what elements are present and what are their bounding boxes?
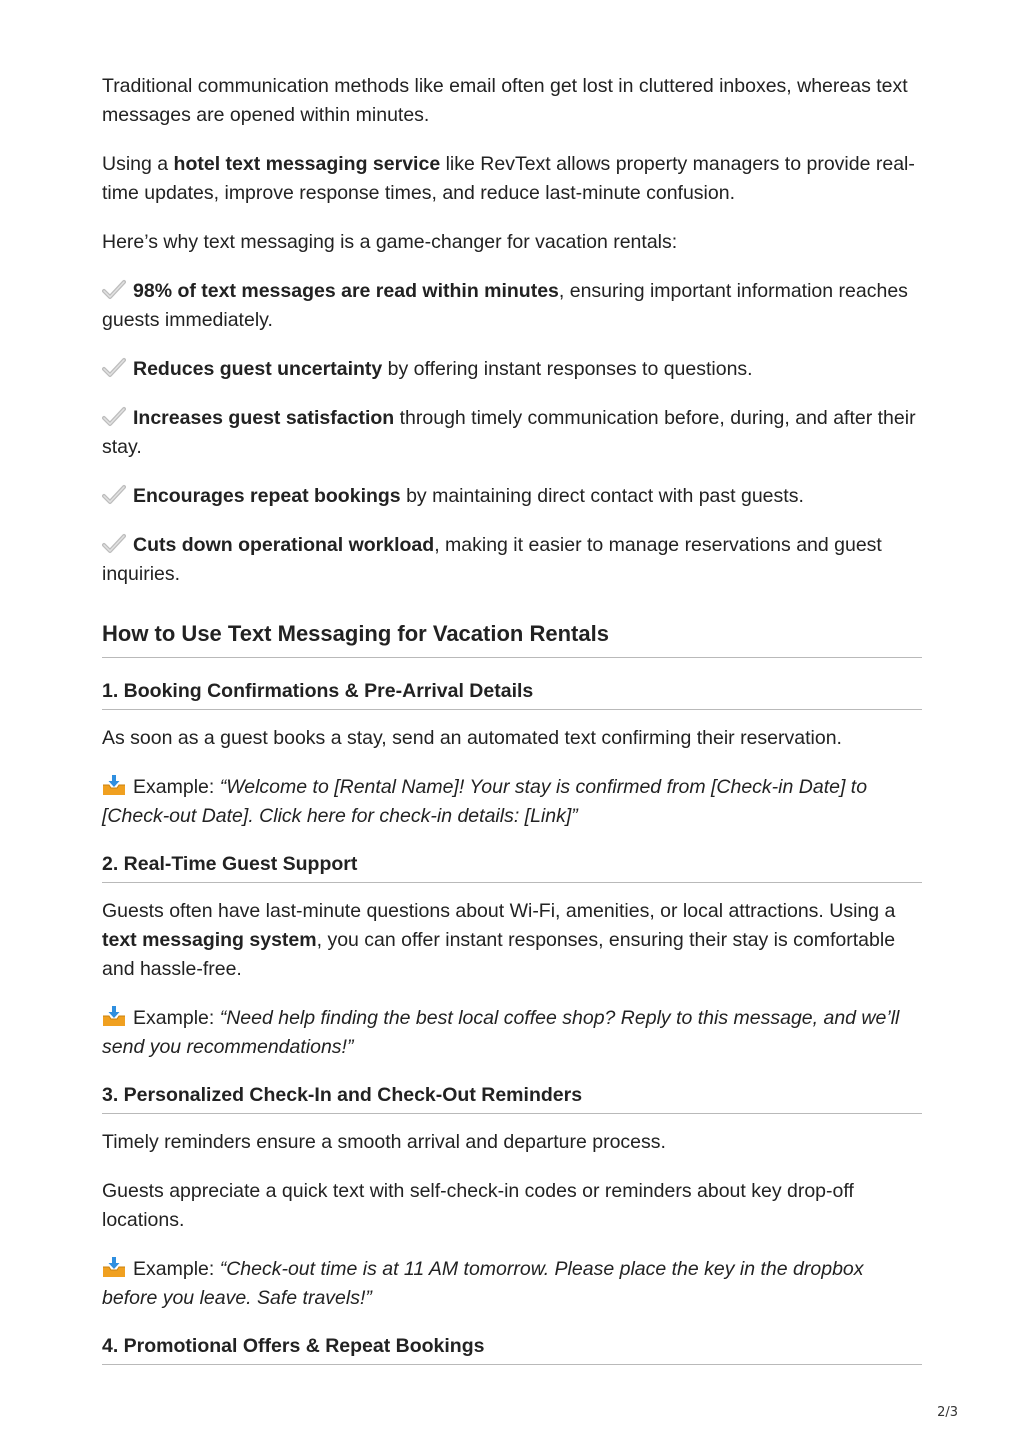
example-label: Example:: [133, 776, 220, 798]
subsection-title-real-time-support: 2. Real-Time Guest Support: [102, 851, 922, 883]
check-mark-icon: [102, 357, 126, 379]
section-paragraph: Timely reminders ensure a smooth arrival and departure process.: [102, 1131, 666, 1153]
intro-paragraph-3: Here’s why text messaging is a game-changer for vacation rentals:: [102, 231, 678, 253]
example-text: “Welcome to [Rental Name]! Your stay is confirmed from [Check-in Date] to [Check-out Date]. Click here for check-in details: [Link]”: [102, 776, 868, 827]
check-mark-icon: [102, 279, 126, 301]
section-heading: How to Use Text Messaging for Vacation Rentals: [102, 620, 922, 658]
subsection-title-check-in-reminders: 3. Personalized Check-In and Check-Out Reminders: [102, 1082, 922, 1114]
benefit-item: 98% of text messages are read within minutes, ensuring important information reaches guests immediately.: [102, 280, 908, 331]
example-block: [102, 1255, 922, 1313]
example-label: Example:: [133, 1258, 220, 1280]
benefit-item: Reduces guest uncertainty by offering instant responses to questions.: [102, 355, 922, 384]
example-block: [102, 1004, 922, 1062]
check-mark-icon: [102, 406, 126, 428]
check-mark-icon: [102, 533, 126, 555]
inbox-tray-icon: [102, 1256, 126, 1278]
section-paragraph: As soon as a guest books a stay, send an automated text confirming their reservation.: [102, 727, 842, 749]
intro-paragraph-1: Traditional communication methods like email often get lost in cluttered inboxes, whereas text messages are opened within minutes.: [102, 75, 908, 126]
page-number: 2/3: [937, 1405, 958, 1420]
hotel-text-messaging-service-emphasis: hotel text messaging service: [173, 153, 441, 175]
example-label: Example:: [133, 1007, 220, 1029]
section-paragraph: Guests often have last-minute questions about Wi-Fi, amenities, or local attractions. Using a text messaging system, you can offer instant responses, ensuring their stay is comfortable and hassle-free.: [102, 900, 896, 980]
check-mark-icon: [102, 484, 126, 506]
benefit-item: Encourages repeat bookings by maintaining direct contact with past guests.: [102, 482, 922, 511]
section-paragraph: Guests appreciate a quick text with self-check-in codes or reminders about key drop-off locations.: [102, 1180, 854, 1231]
benefit-item: Increases guest satisfaction through timely communication before, during, and after their stay.: [102, 407, 916, 458]
example-block: [102, 773, 922, 831]
intro-paragraph-2: Using a hotel text messaging service like RevText allows property managers to provide real-time updates, improve response times, and reduce last-minute confusion.: [102, 153, 915, 204]
inbox-tray-icon: [102, 774, 126, 796]
subsection-title-booking-confirmations: 1. Booking Confirmations & Pre-Arrival Details: [102, 678, 922, 710]
benefit-item: Cuts down operational workload, making it easier to manage reservations and guest inquiries.: [102, 534, 882, 585]
document-body: [102, 72, 922, 1379]
example-text: “Check-out time is at 11 AM tomorrow. Please place the key in the dropbox before you leave. Safe travels!”: [102, 1258, 864, 1309]
example-text: “Need help finding the best local coffee shop? Reply to this message, and we’ll send you recommendations!”: [102, 1007, 900, 1058]
inbox-tray-icon: [102, 1005, 126, 1027]
subsection-title-promotional-offers: 4. Promotional Offers & Repeat Bookings: [102, 1333, 922, 1365]
